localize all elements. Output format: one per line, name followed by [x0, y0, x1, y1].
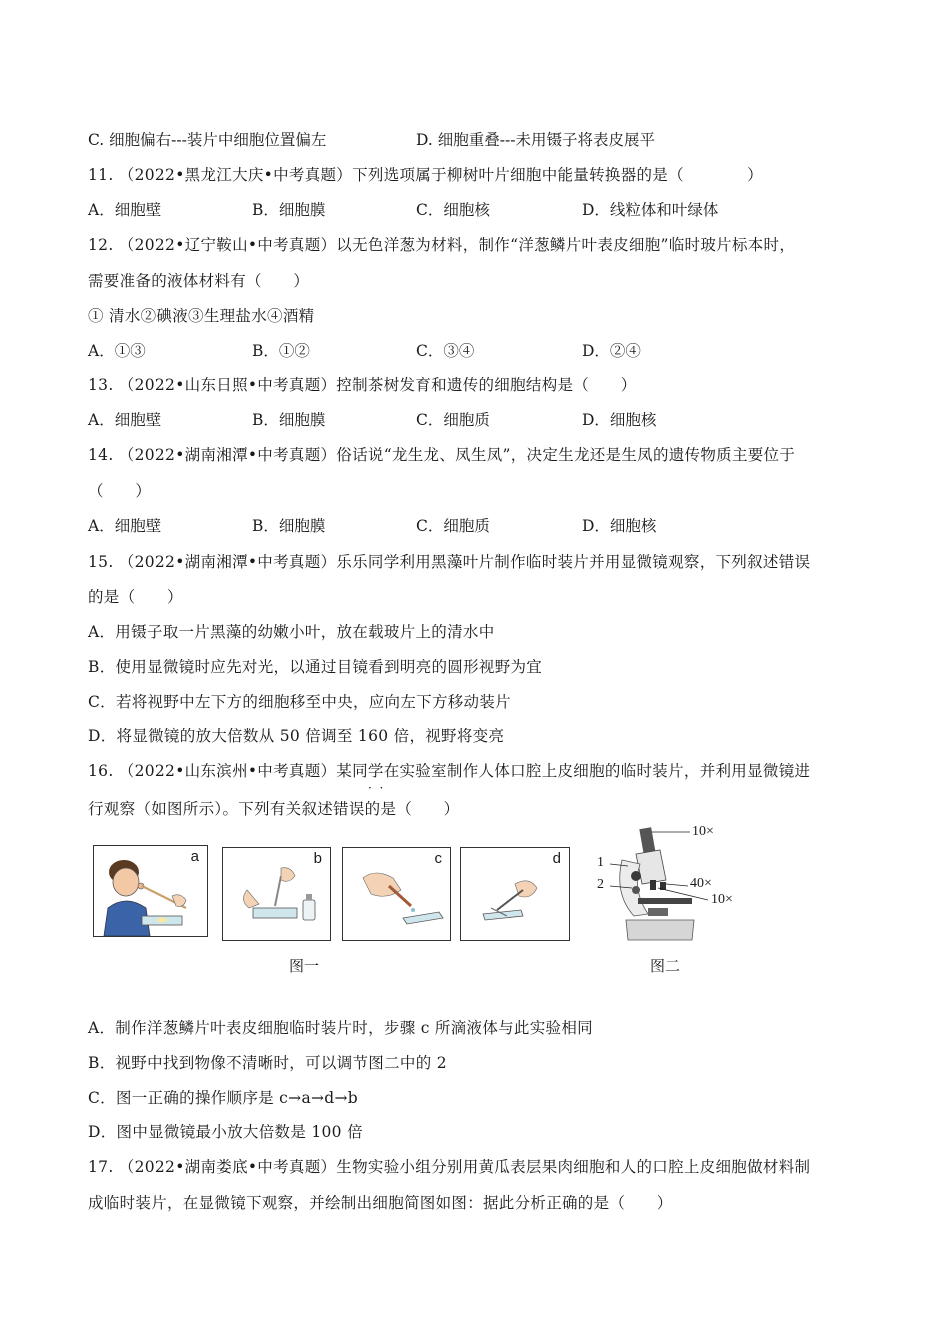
q15-option-d: D．将显微镜的放大倍数从 50 倍调至 160 倍，视野将变亮	[88, 727, 505, 745]
option-d: D. 细胞重叠---未用镊子将表皮展平	[416, 131, 655, 149]
emphasis-dots: · ·	[368, 781, 384, 795]
step-tag: b	[313, 850, 322, 867]
q15-stem-line1: 15. （2022•湖南湘潭•中考真题）乐乐同学利用黑藻叶片制作临时装片并用显微镜观察，下列叙述错误	[88, 553, 811, 571]
step-tag: a	[190, 848, 199, 865]
step-panel-d	[460, 847, 570, 941]
microscope-illustration	[608, 824, 768, 950]
option-d: D．细胞核	[582, 517, 657, 535]
q16-stem-line1: 16. （2022•山东滨州•中考真题）某同学在实验室制作人体口腔上皮细胞的临时装片，并利用显微镜进	[88, 762, 811, 780]
option-d: D．细胞核	[582, 411, 657, 429]
option-a: A．细胞壁	[88, 201, 162, 219]
option-c: C．细胞质	[416, 517, 490, 535]
q12-items: ① 清水②碘液③生理盐水④酒精	[88, 307, 315, 325]
option-d: D．②④	[582, 342, 641, 360]
option-b: B．①②	[252, 342, 310, 360]
option-c: C. 细胞偏右---装片中细胞位置偏左	[88, 131, 327, 149]
option-a: A．①③	[88, 342, 146, 360]
option-a: A．细胞壁	[88, 411, 162, 429]
q14-stem-line2: （ ）	[88, 482, 152, 500]
eyepiece-label: 10×	[692, 824, 714, 839]
part-1-label: 1	[597, 855, 604, 870]
step-panel-c	[342, 847, 451, 941]
q17-stem-line1: 17. （2022•湖南娄底•中考真题）生物实验小组分别用黄瓜表层果肉细胞和人的口腔上皮细胞做材料制	[88, 1158, 811, 1176]
q16-option-c: C．图一正确的操作顺序是 c→a→d→b	[88, 1089, 359, 1107]
q13-stem: 13. （2022•山东日照•中考真题）控制茶树发育和遗传的细胞结构是（ ）	[88, 376, 637, 394]
q11-stem: 11. （2022•黑龙江大庆•中考真题）下列选项属于柳树叶片细胞中能量转换器的是（ ）	[88, 166, 763, 184]
option-b: B．细胞膜	[252, 201, 326, 219]
q15-option-c: C．若将视野中左下方的细胞移至中央，应向左下方移动装片	[88, 693, 511, 711]
part-2-label: 2	[597, 877, 604, 892]
q16-stem-line2: 行观察（如图所示）。下列有关叙述错误的是（ ）	[88, 800, 460, 818]
q16-option-a: A．制作洋葱鳞片叶表皮细胞临时装片时，步骤 c 所滴液体与此实验相同	[88, 1019, 593, 1037]
q15-option-a: A．用镊子取一片黑藻的幼嫩小叶，放在载玻片上的清水中	[88, 623, 495, 641]
step-tag: d	[552, 850, 561, 867]
option-b: B．细胞膜	[252, 411, 326, 429]
objective-40x-label: 40×	[690, 876, 712, 891]
figure1-caption: 图一	[289, 957, 320, 975]
q16-option-d: D．图中显微镜最小放大倍数是 100 倍	[88, 1123, 363, 1141]
option-a: A．细胞壁	[88, 517, 162, 535]
option-b: B．细胞膜	[252, 517, 326, 535]
option-c: C．③④	[416, 342, 475, 360]
q15-option-b: B．使用显微镜时应先对光，以通过目镜看到明亮的圆形视野为宜	[88, 658, 543, 676]
q15-stem-line2: 的是（ ）	[88, 588, 183, 606]
q16-option-b: B．视野中找到物像不清晰时，可以调节图二中的 2	[88, 1054, 447, 1072]
step-tag: c	[434, 850, 442, 867]
step-panel-b	[222, 847, 331, 941]
option-c: C．细胞质	[416, 411, 490, 429]
step-panel-a	[93, 845, 208, 937]
option-c: C．细胞核	[416, 201, 490, 219]
q12-stem-line1: 12. （2022•辽宁鞍山•中考真题）以无色洋葱为材料，制作“洋葱鳞片叶表皮细胞”临时玻片标本时，	[88, 236, 796, 254]
option-d: D．线粒体和叶绿体	[582, 201, 719, 219]
objective-10x-label: 10×	[711, 892, 733, 907]
q17-stem-line2: 成临时装片，在显微镜下观察，并绘制出细胞简图如图：据此分析正确的是（ ）	[88, 1194, 673, 1212]
q14-stem-line1: 14. （2022•湖南湘潭•中考真题）俗话说“龙生龙、凤生凤”，决定生龙还是生凤的遗传物质主要位于	[88, 446, 796, 464]
figure2-caption: 图二	[650, 957, 681, 975]
q12-stem-line2: 需要准备的液体材料有（ ）	[88, 272, 310, 290]
